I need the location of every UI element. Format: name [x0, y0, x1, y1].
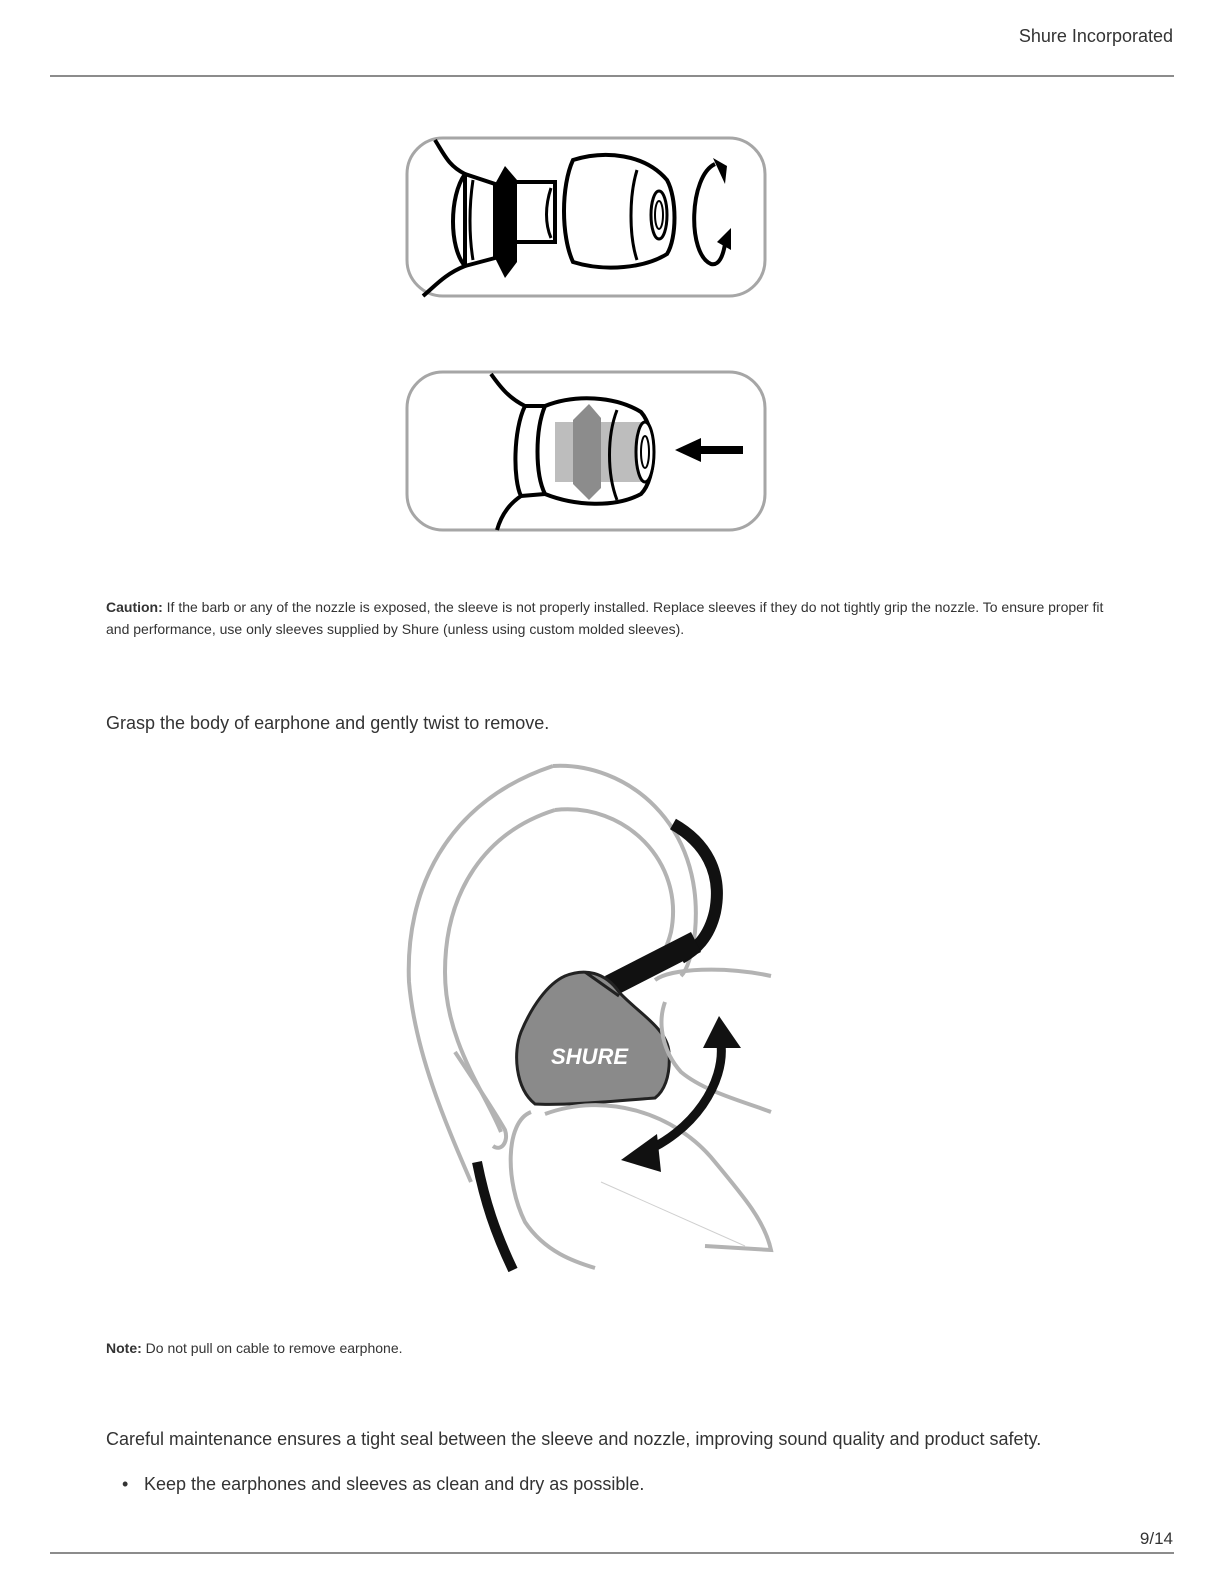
maintenance-intro: Careful maintenance ensures a tight seal between the sleeve and nozzle, improving sound quality and product safety.	[106, 1429, 1042, 1449]
brand-mark: SHURE	[551, 1044, 629, 1069]
bullet-icon: •	[122, 1474, 129, 1494]
note-label: Note:	[106, 1340, 142, 1356]
header-divider	[50, 75, 1174, 77]
note-text: Do not pull on cable to remove earphone.	[145, 1340, 403, 1356]
removal-instruction: Grasp the body of earphone and gently twist to remove.	[106, 713, 550, 733]
header-company: Shure Incorporated	[1018, 26, 1173, 46]
note-paragraph	[106, 1337, 403, 1359]
footer-divider	[50, 1552, 1174, 1554]
sleeve-twist-removal-illustration	[405, 136, 771, 300]
earphone-twist-removal-illustration	[405, 762, 775, 1274]
list-item-text: Keep the earphones and sleeves as clean and dry as possible.	[144, 1474, 645, 1494]
caution-label: Caution:	[106, 599, 163, 615]
sleeve-push-install-illustration	[405, 370, 771, 534]
caution-paragraph	[106, 596, 1126, 640]
page-number: 9/14	[1139, 1529, 1173, 1548]
list-item	[122, 1474, 644, 1495]
caution-text: If the barb or any of the nozzle is exposed, the sleeve is not properly installed. Replace sleeves if they do not tightly grip the nozzle. To ensure proper fit and performance, use only sleeves supplied by Shure (unless using custom molded sleeves).	[106, 599, 1104, 637]
